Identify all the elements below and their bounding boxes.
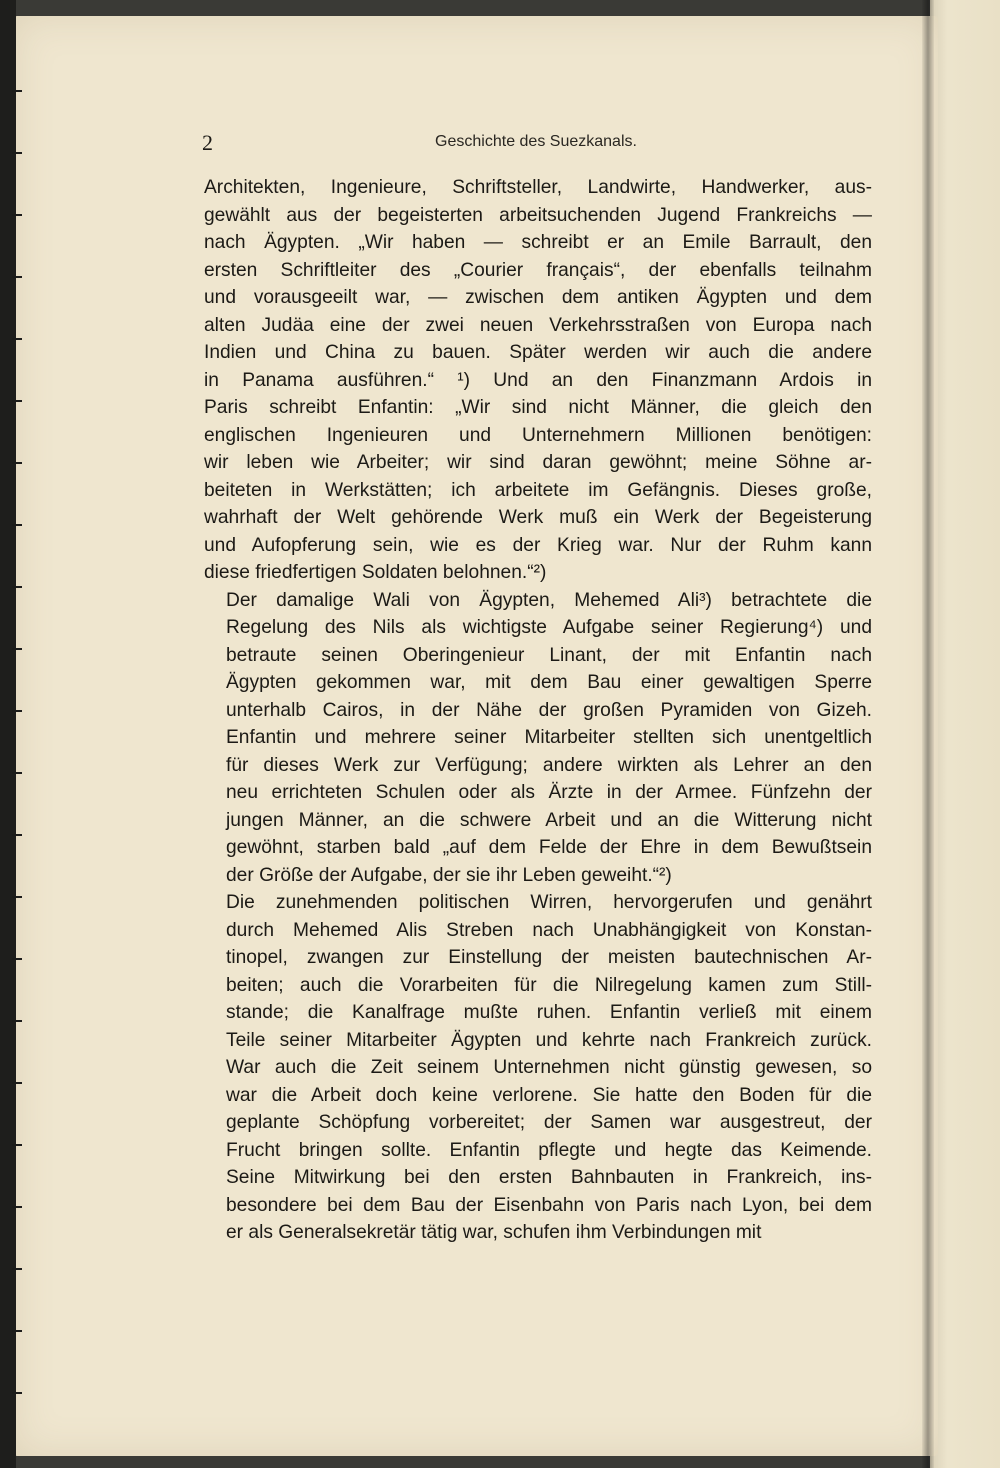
text-line: alten Judäa eine der zwei neuen Verkehrsstraßen von Europa nach [204,314,872,336]
text-line: Seine Mitwirkung bei den ersten Bahnbauten in Frankreich, ins- [226,1167,872,1188]
text-line: Frucht bringen sollte. Enfantin pflegte und hegte das Keimende. [226,1139,872,1161]
text-line: durch Mehemed Alis Streben nach Unabhängigkeit von Konstan- [226,919,872,941]
text-line: nach Ägypten. „Wir haben — schreibt er an Emile Barrault, den [204,232,872,253]
text-line: englischen Ingenieuren und Unternehmern Millionen benötigen: [204,424,872,446]
text-line: War auch die Zeit seinem Unternehmen nicht günstig gewesen, so [226,1057,872,1078]
stitch-mark [12,586,22,588]
stitch-mark [12,710,22,712]
text-line: stande; die Kanalfrage mußte ruhen. Enfantin verließ mit einem [226,1002,872,1023]
stitch-mark [12,1144,22,1146]
stitch-mark [12,400,22,402]
text-line: wir leben wie Arbeiter; wir sind daran gewöhnt; meine Söhne ar- [204,452,872,473]
stitch-mark [12,958,22,960]
text-line: Teile seiner Mitarbeiter Ägypten und kehrte nach Frankreich zurück. [226,1029,872,1051]
text-line: besondere bei dem Bau der Eisenbahn von Paris nach Lyon, bei dem [226,1194,872,1216]
stitch-mark [12,896,22,898]
page-number: 2 [202,130,213,155]
stitch-mark [12,1392,22,1394]
stitch-mark [12,772,22,774]
text-line: Der damalige Wali von Ägypten, Mehemed Ali³) betrachtete die [226,589,872,611]
left-binding-edge [0,0,16,1468]
stitch-mark [12,648,22,650]
text-line: in Panama ausführen.“ ¹) Und an den Finanzmann Ardois in [204,369,872,391]
text-line: unterhalb Cairos, in der Nähe der großen Pyramiden von Gizeh. [226,699,872,721]
text-line: gewöhnt, starben bald „auf dem Felde der Ehre in dem Bewußtsein [226,837,872,858]
stitch-mark [12,462,22,464]
text-line: Indien und China zu bauen. Später werden wir auch die andere [204,342,872,363]
text-line: für dieses Werk zur Verfügung; andere wirkten als Lehrer an den [226,754,872,776]
stitch-mark [12,1082,22,1084]
text-line: neu errichteten Schulen oder als Ärzte in der Armee. Fünfzehn der [226,782,872,803]
text-line: Enfantin und mehrere seiner Mitarbeiter stellten sich unentgeltlich [226,727,872,748]
facing-page-edge [930,0,1000,1468]
stitch-mark [12,1020,22,1022]
stitch-mark [12,524,22,526]
text-line: der Größe der Aufgabe, der sie ihr Leben geweiht.“²) [226,864,672,886]
stitch-mark [12,214,22,216]
text-line: war die Arbeit doch keine verlorene. Sie hatte den Boden für die [226,1084,872,1106]
paragraph [204,174,872,587]
text-line: und vorausgeeilt war, — zwischen dem antiken Ägypten und dem [204,287,872,308]
text-line: er als Generalsekretär tätig war, schufen ihm Verbindungen mit [226,1222,762,1243]
stitch-mark [12,1330,22,1332]
text-line: beiteten in Werkstätten; ich arbeitete im Gefängnis. Dieses große, [204,479,872,501]
stitch-mark [12,276,22,278]
text-line: Die zunehmenden politischen Wirren, hervorgerufen und genährt [226,892,872,913]
text-line: Ägypten gekommen war, mit dem Bau einer gewaltigen Sperre [226,672,872,693]
text-line: beiten; auch die Vorarbeiten für die Nilregelung kamen zum Still- [226,974,872,996]
text-line: und Aufopferung sein, wie es der Krieg war. Nur der Ruhm kann [204,534,872,556]
text-line: ersten Schriftleiter des „Courier français“, der ebenfalls teilnahm [204,259,872,281]
paragraph [204,587,872,890]
running-head [202,130,870,158]
running-head-title: Geschichte des Suezkanals. [435,133,637,150]
text-line: jungen Männer, an die schwere Arbeit und an die Witterung nicht [226,809,872,831]
stitch-mark [12,834,22,836]
text-line: Regelung des Nils als wichtigste Aufgabe seiner Regierung⁴) und [226,617,872,638]
text-line: wahrhaft der Welt gehörende Werk muß ein Werk der Begeisterung [204,507,872,528]
text-line: Paris schreibt Enfantin: „Wir sind nicht Männer, die gleich den [204,397,872,418]
stitch-mark [12,338,22,340]
text-line: gewählt aus der begeisterten arbeitsuchenden Jugend Frankreichs — [204,204,872,226]
text-line: geplante Schöpfung vorbereitet; der Samen war ausgestreut, der [226,1112,872,1133]
text-line: Architekten, Ingenieure, Schriftsteller, Landwirte, Handwerker, aus- [204,177,872,198]
paragraph [204,889,872,1247]
stitch-mark [12,1206,22,1208]
stitch-mark [12,90,22,92]
body-text [204,174,872,1247]
stitch-mark [12,1268,22,1270]
text-line: tinopel, zwangen zur Einstellung der meisten bautechnischen Ar- [226,947,872,968]
text-line: diese friedfertigen Soldaten belohnen.“²) [204,562,547,583]
gutter-shadow [922,0,934,1468]
stitch-mark [12,152,22,154]
text-line: betraute seinen Oberingenieur Linant, der mit Enfantin nach [226,644,872,666]
